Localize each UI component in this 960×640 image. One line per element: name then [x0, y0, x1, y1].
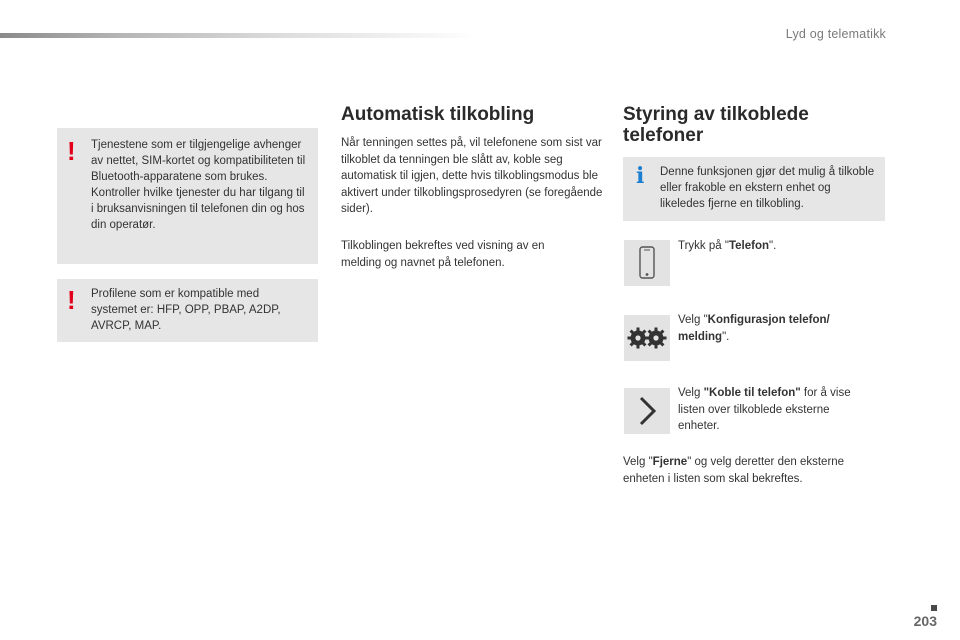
step2-post: ".	[722, 330, 730, 343]
final-post: " og velg deretter den eksterne enheten i listen som skal bekreftes.	[623, 456, 845, 485]
manage-title-line2: telefoner	[623, 125, 704, 146]
step-konfigurasjon	[678, 312, 868, 345]
step-koble-til	[678, 385, 873, 435]
gears-icon	[624, 315, 670, 361]
step2-pre: Velg "	[678, 314, 708, 326]
step3-bold: "Koble til telefon"	[703, 387, 801, 399]
section-title-manage	[623, 104, 809, 146]
automatic-paragraph-1: Når tenningen settes på, vil telefonene som sist var tilkoblet da tenningen ble slått av, koble seg automatisk til igjen, dette hvis tilkoblingsmodus ble aktivert under tilkoblingsprosedyren (se foregående sider).	[341, 137, 603, 215]
step3-post: for å vise listen over tilkoblede eksterne enheter.	[678, 387, 851, 432]
chevron-right-icon	[624, 388, 670, 434]
section-title-automatic: Automatisk tilkobling	[341, 104, 535, 125]
final-bold: Fjerne	[652, 456, 688, 468]
header-bar	[0, 33, 480, 38]
step2-bold: Konfigurasjon telefon/ melding	[678, 314, 830, 343]
info-icon: i	[636, 163, 645, 189]
step1-pre: Trykk på "	[678, 240, 729, 252]
exclamation-icon: !	[67, 136, 76, 166]
warning-text-profiles: Profilene som er kompatible med systemet er: HFP, OPP, PBAP, A2DP, AVRCP, MAP.	[91, 288, 281, 332]
automatic-paragraph-2: Tilkoblingen bekreftes ved visning av en melding og navnet på telefonen.	[341, 240, 545, 269]
chapter-title: Lyd og telematikk	[785, 27, 886, 41]
step1-post: ".	[769, 240, 777, 252]
phone-icon	[624, 240, 670, 286]
step3-pre: Velg	[678, 387, 704, 399]
page-number	[914, 605, 937, 629]
final-pre: Velg "	[623, 456, 653, 468]
step-telefon	[678, 238, 878, 255]
step1-bold: Telefon	[728, 240, 769, 252]
final-instruction	[623, 454, 873, 487]
manage-title-line1: Styring av tilkoblede	[623, 104, 809, 125]
page-marker	[931, 605, 937, 611]
exclamation-icon: !	[67, 285, 76, 315]
info-text: Denne funksjonen gjør det mulig å tilkoble eller frakoble en ekstern enhet og likeledes fjerne en tilkobling.	[660, 166, 875, 210]
page-number-text: 203	[913, 613, 937, 629]
warning-text-network: Tjenestene som er tilgjengelige avhenger av nettet, SIM-kortet og kompatibiliteten til Bluetooth-apparatene som brukes. Kontroller hvilke tjenester du har tilgang til i bruksanvisningen til telefonen din og hos din operatør.	[91, 139, 306, 231]
